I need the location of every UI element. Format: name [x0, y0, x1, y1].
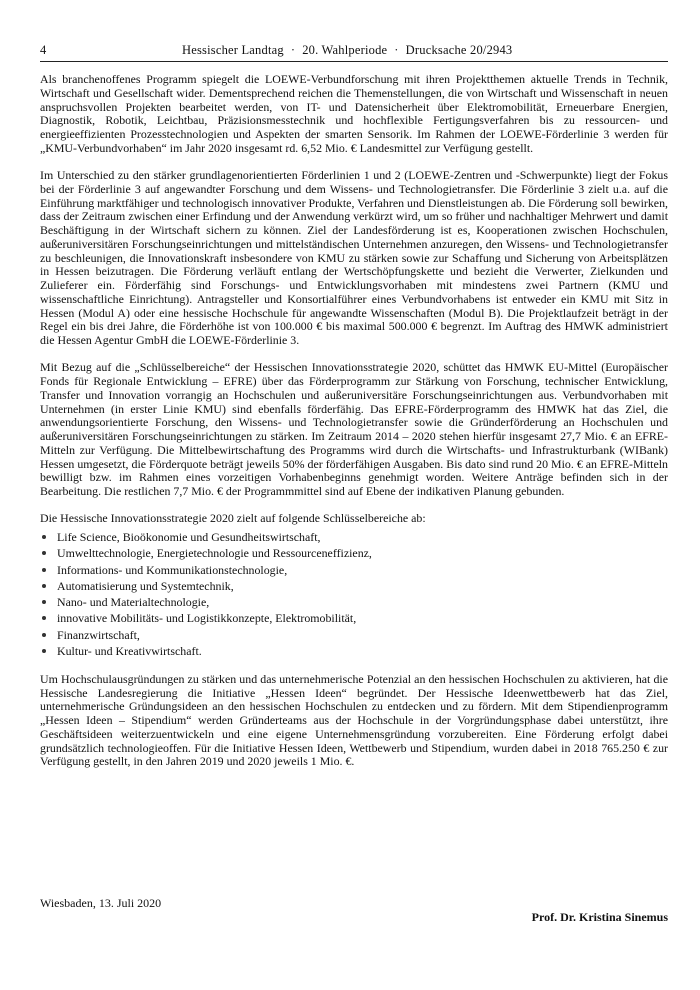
- page-number: 4: [40, 43, 47, 57]
- list-item-text: Finanzwirtschaft,: [57, 627, 140, 642]
- list-item: [40, 562, 668, 578]
- list-item: [40, 578, 668, 594]
- running-head: [182, 43, 512, 58]
- signature-block: [40, 896, 668, 936]
- separator-2: ·: [394, 43, 399, 57]
- list-item: [40, 643, 668, 659]
- bullet-icon: [42, 568, 46, 572]
- bullet-icon: [42, 584, 46, 588]
- document-reference: Drucksache 20/2943: [405, 43, 513, 57]
- paragraph-foerderlinie-3: Im Unterschied zu den stärker grundlagenorientierten Förderlinien 1 und 2 (LOEWE-Zentren und -Schwerpunkte) liegt der Fokus bei der Förderlinie 3 auf angewandter Forschung und dem Wissens- und Technologietransfer. Die Förderlinie 3 zielt u.a. auf die Einführung marktfähiger und technologisch innovativer Produkte, Verfahren und Dienstleistungen ab. Die Förderung soll bewirken, dass der Zeitraum zwischen einer Erfindung und der Anwendung verkürzt wird, um so früher und nachhaltiger Mehrwert und damit Beschäftigung in der Wirtschaft sichern zu können. Ziel der Landesförderung ist es, Kooperationen zwischen Hochschulen, außeruniversitären Forschungseinrichtungen und mittelständischen Unternehmen anzuregen, den Wissens- und Technologietransfer zu beschleunigen, die Innovationskraft insbesondere von KMU zu stärken sowie zur Schaffung und Sicherung von Arbeitsplätzen in Hessen beizutragen. Die Förderung verläuft entlang der Wertschöpfungskette und bezieht die Verwerter, Zielkunden und Zulieferer ein. Förderfähig sind Forschungs- und Entwicklungsvorhaben mit mindestens zwei Partnern (KMU und wissenschaftliche Einrichtung). Antragsteller und Konsortialführer eines Verbundvorhabens ist entweder ein KMU mit Sitz in Hessen (Modul A) oder eine hessische Hochschule für angewandte Wissenschaften (Modul B). Die Projektlaufzeit beträgt in der Regel ein bis drei Jahre, die Förderhöhe ist von 100.000 € bis maximal 500.000 € begrenzt. Im Auftrag des HMWK administriert die Hessen Agentur GmbH die LOEWE-Förderlinie 3.: [40, 168, 668, 347]
- list-item: [40, 594, 668, 610]
- list-item-text: Umwelttechnologie, Energietechnologie und Ressourceneffizienz,: [57, 546, 372, 561]
- publisher: Hessischer Landtag: [182, 43, 284, 57]
- bullet-icon: [42, 535, 46, 539]
- list-item: [40, 627, 668, 643]
- key-areas-list: [40, 529, 668, 659]
- place-date: Wiesbaden, 13. Juli 2020: [40, 896, 162, 910]
- list-item-text: innovative Mobilitäts- und Logistikkonzepte, Elektromobilität,: [57, 611, 357, 626]
- bullet-icon: [42, 616, 46, 620]
- list-item: [40, 529, 668, 545]
- list-item: [40, 610, 668, 626]
- body-text: [40, 73, 668, 783]
- paragraph-efre: Mit Bezug auf die „Schlüsselbereiche“ der Hessischen Innovationsstrategie 2020, schüttet das HMWK EU-Mittel (Europäischer Fonds für Regionale Entwicklung – EFRE) über das Förderprogramm zur Stärkung von Forschung, technischer Entwicklung, Transfer und Innovation vorrangig an Hochschulen und außeruniversitäre Forschungseinrichtungen aus. Verbundvorhaben mit Unternehmen (in erster Linie KMU) sind ebenfalls förderfähig. Das EFRE-Förderprogramm des HMWK hat das Ziel, die anwendungsorientierte Forschung, den Wissens- und Technologietransfer sowie die Gründerförderung an Hochschulen und außeruniversitären Forschungseinrichtungen zu stärken. Im Zeitraum 2014 – 2020 stehen hierfür insgesamt 27,7 Mio. € an EFRE-Mitteln zur Verfügung. Die Mittelbewirtschaftung des Programms wird durch die Wirtschafts- und Infrastrukturbank (WIBank) Hessen umgesetzt, die Förderquote beträgt jeweils 50% der förderfähigen Ausgaben. Bis dato sind rund 20 Mio. € an EFRE-Mitteln bewilligt bzw. im Rahmen eines vorzeitigen Vorhabenbeginns genehmigt worden. Weitere Anträge befinden sich in der Bearbeitung. Die restlichen 7,7 Mio. € der Programmmittel sind auf Ebene der indikativen Planung gebunden.: [40, 360, 668, 498]
- list-item-text: Informations- und Kommunikationstechnologie,: [57, 562, 288, 577]
- bullet-icon: [42, 649, 46, 653]
- list-item: [40, 545, 668, 561]
- list-item-text: Automatisierung und Systemtechnik,: [57, 578, 234, 593]
- bullet-icon: [42, 633, 46, 637]
- bullet-icon: [42, 551, 46, 555]
- paragraph-loewe-programm: Als branchenoffenes Programm spiegelt die LOEWE-Verbundforschung mit ihren Projektthemen aktuelle Trends in Technik, Wirtschaft und Gesellschaft wider. Dementsprechend reichen die Themenstellungen, die von Wirtschaft und Wissenschaft in neuen anspruchsvollen Projekten bearbeitet werden, von IT- und Datensicherheit über Elektromobilität, Erneuerbare Energien, Diagnostik, Robotik, Leichtbau, Präzisionsmesstechnik und hochflexible Fertigungsverfahren bis zu ressourcen- und energieeffizienten Prozesstechnologien und Aspekten der smarten Sensorik. Im Rahmen der LOEWE-Förderlinie 3 werden für „KMU-Verbundvorhaben“ im Jahr 2020 insgesamt rd. 6,52 Mio. € Landesmittel zur Verfügung gestellt.: [40, 72, 668, 155]
- list-item-text: Nano- und Materialtechnologie,: [57, 595, 210, 610]
- separator-1: ·: [290, 43, 296, 57]
- bullet-icon: [42, 600, 46, 604]
- list-item-text: Kultur- und Kreativwirtschaft.: [57, 644, 202, 659]
- page-header: [40, 41, 668, 62]
- paragraph-list-intro: Die Hessische Innovationsstrategie 2020 zielt auf folgende Schlüsselbereiche ab:: [40, 511, 426, 526]
- paragraph-hessen-ideen: Um Hochschulausgründungen zu stärken und das unternehmerische Potenzial an den hessischen Hochschulen zu aktivieren, hat die Hessische Landesregierung die Initiative „Hessen Ideen“ begründet. Der Hessische Ideenwettbewerb hat das Ziel, unternehmerische Gründungsideen an den hessischen Hochschulen zu entdecken und zu fördern. Mit dem Stipendienprogramm „Hessen Ideen – Stipendium“ werden Gründerteams aus der Hochschule in der Vorgründungsphase dabei unterstützt, ihre Geschäftsideen weiterzuentwickeln und eine eigene Unternehmensgründung vorzubereiten. Eine Förderung erfolgt dabei grundsätzlich technologieoffen. Für die Initiative Hessen Ideen, Wettbewerb und Stipendium, wurden dabei in 2018 765.250 € zur Verfügung gestellt, in den Jahren 2019 und 2020 jeweils 1 Mio. €.: [40, 671, 668, 769]
- list-item-text: Life Science, Bioökonomie und Gesundheitswirtschaft,: [57, 530, 321, 544]
- legislative-period: 20. Wahlperiode: [302, 43, 388, 57]
- signatory-name: Prof. Dr. Kristina Sinemus: [531, 910, 668, 924]
